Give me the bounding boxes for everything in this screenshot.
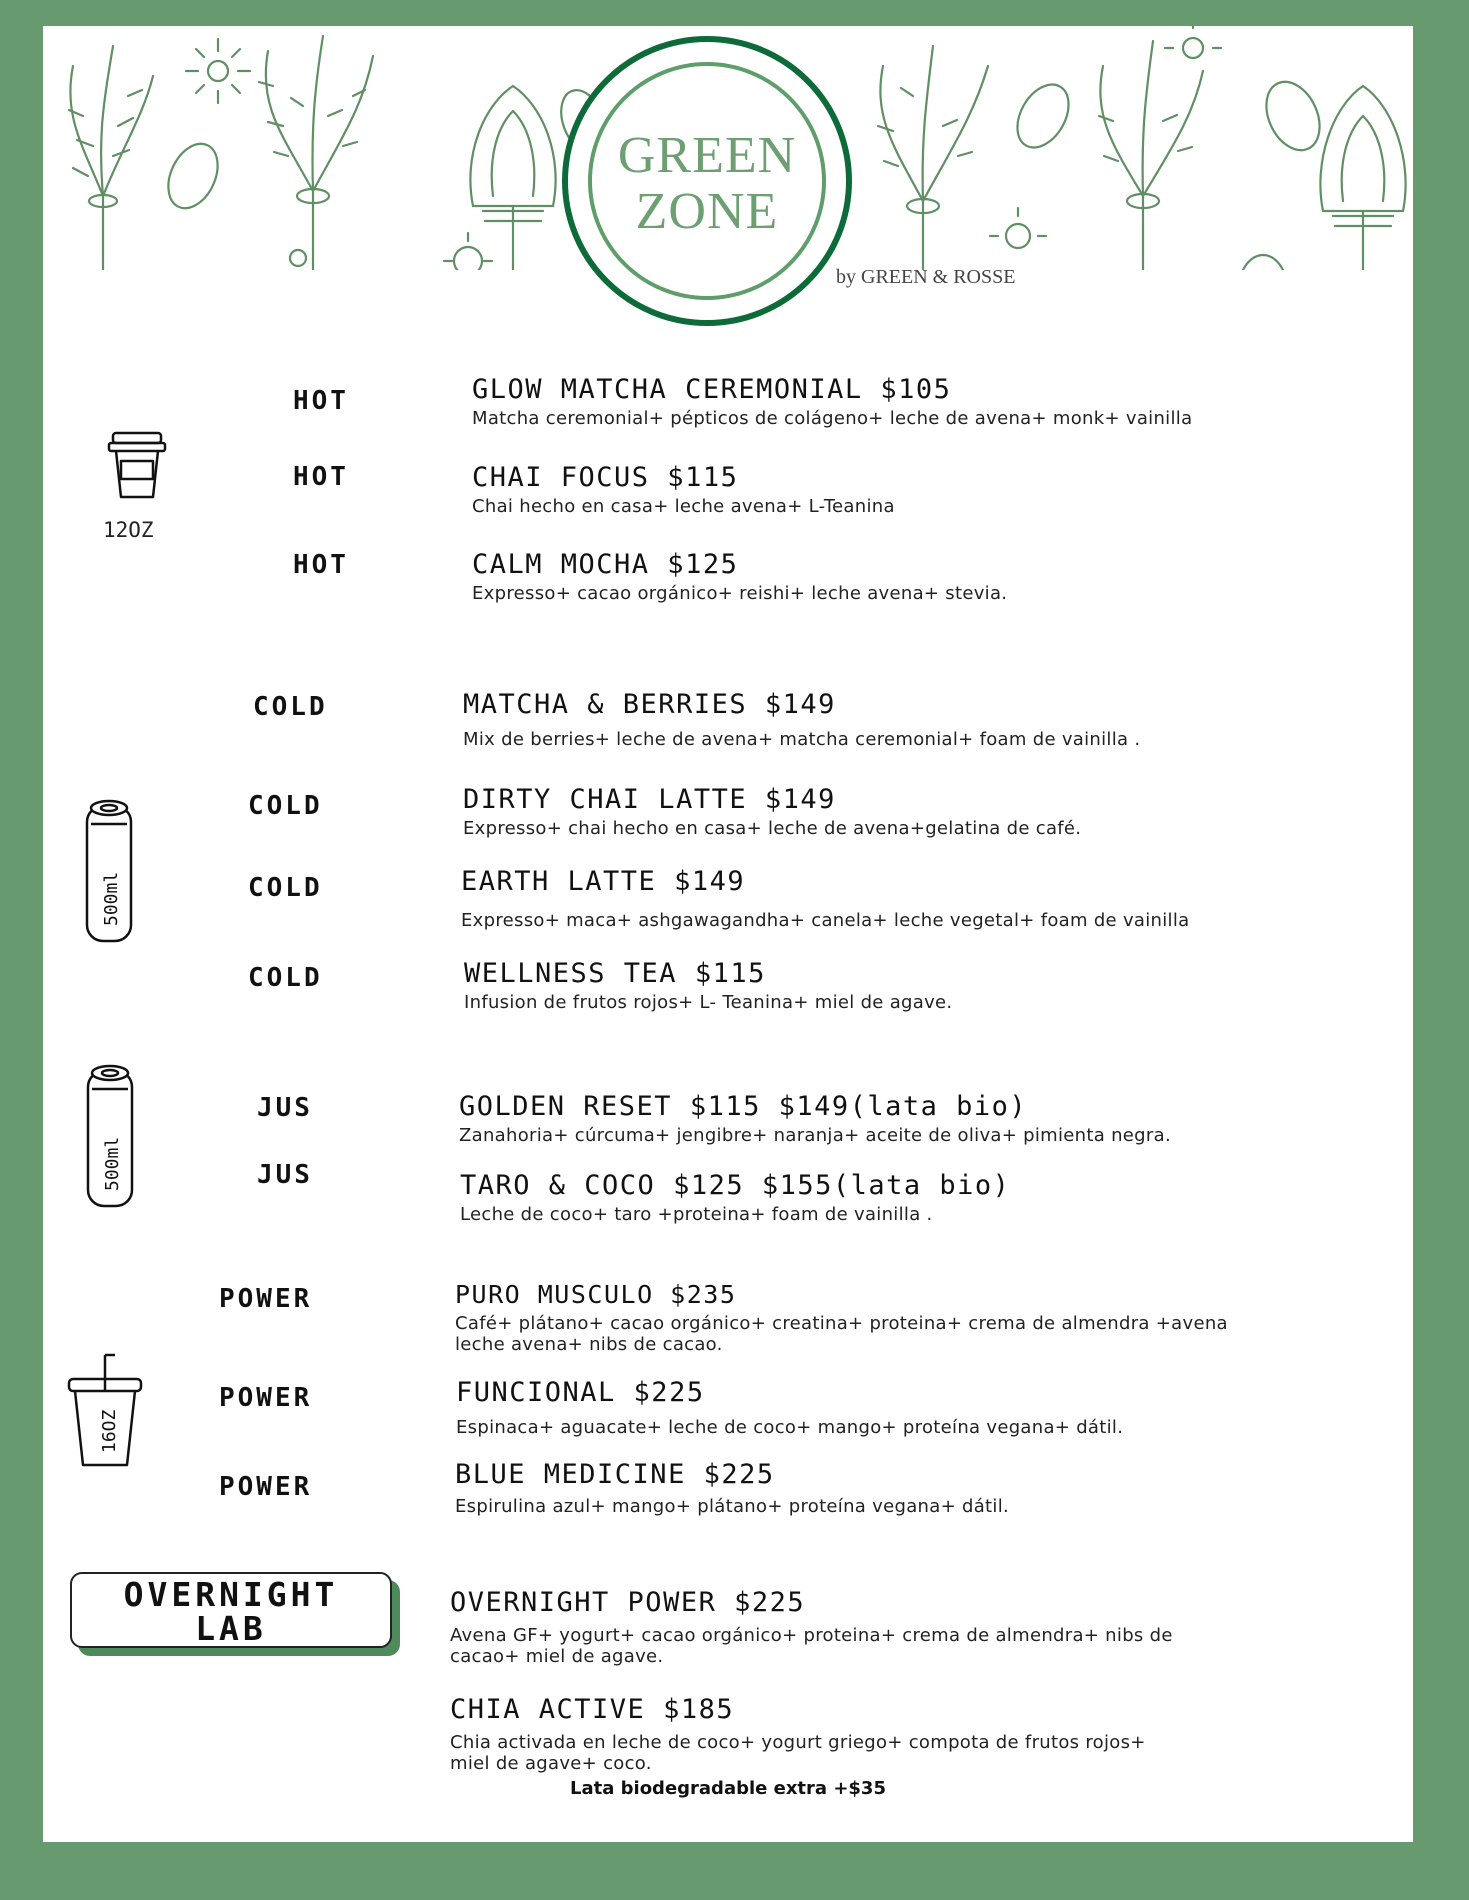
badge-title-line2: LAB bbox=[195, 1609, 267, 1648]
item-desc: Expresso+ maca+ ashgawagandha+ canela+ leche vegetal+ foam de vainilla bbox=[461, 910, 1190, 931]
item-desc: Matcha ceremonial+ pépticos de colágeno+ leche de avena+ monk+ vainilla bbox=[472, 408, 1193, 429]
item-name: CHAI FOCUS $115 bbox=[472, 462, 739, 493]
menu-item bbox=[450, 1587, 1173, 1667]
item-name: FUNCIONAL $225 bbox=[456, 1377, 705, 1408]
badge-title-line1: OVERNIGHT bbox=[123, 1575, 339, 1614]
item-desc: Expresso+ cacao orgánico+ reishi+ leche avena+ stevia. bbox=[472, 583, 1008, 604]
tag-cold: COLD bbox=[248, 873, 323, 903]
item-desc-cont: cacao+ miel de agave. bbox=[450, 1646, 664, 1667]
badge-title bbox=[70, 1572, 392, 1648]
logo-text bbox=[568, 128, 846, 240]
tag-hot: HOT bbox=[293, 550, 349, 580]
item-desc-cont: leche avena+ nibs de cacao. bbox=[455, 1334, 723, 1355]
item-name: TARO & COCO $125 $155(lata bio) bbox=[460, 1170, 1011, 1201]
menu-item bbox=[472, 549, 1007, 605]
item-name: GLOW MATCHA CEREMONIAL $105 bbox=[472, 374, 952, 405]
menu-item bbox=[464, 958, 952, 1014]
item-name: EARTH LATTE $149 bbox=[461, 866, 746, 897]
menu-item bbox=[463, 784, 1081, 840]
item-name: MATCHA & BERRIES $149 bbox=[463, 689, 836, 720]
item-desc: Infusion de frutos rojos+ L- Teanina+ miel de agave. bbox=[464, 992, 953, 1013]
logo-line-zone: ZONE bbox=[635, 183, 779, 240]
item-desc: Chia activada en leche de coco+ yogurt griego+ compota de frutos rojos+ bbox=[450, 1732, 1146, 1753]
menu-item bbox=[472, 462, 895, 518]
item-name: PURO MUSCULO $235 bbox=[455, 1280, 737, 1309]
overnight-lab-badge bbox=[70, 1572, 395, 1652]
tag-hot: HOT bbox=[293, 386, 349, 416]
item-desc: Café+ plátano+ cacao orgánico+ creatina+ proteina+ crema de almendra +avena bbox=[455, 1313, 1228, 1334]
size-label-500ml: 500ml bbox=[101, 871, 122, 926]
item-name: CALM MOCHA $125 bbox=[472, 549, 739, 580]
menu-item bbox=[455, 1279, 1228, 1355]
menu-item bbox=[455, 1459, 1009, 1518]
item-desc: Expresso+ chai hecho en casa+ leche de avena+gelatina de café. bbox=[463, 818, 1082, 839]
tag-cold: COLD bbox=[248, 791, 323, 821]
item-name: GOLDEN RESET $115 $149(lata bio) bbox=[459, 1091, 1028, 1122]
item-desc: Chai hecho en casa+ leche avena+ L-Teanina bbox=[472, 496, 895, 517]
size-label-16oz: 16OZ bbox=[99, 1409, 120, 1453]
item-desc: Espinaca+ aguacate+ leche de coco+ mango+ proteína vegana+ dátil. bbox=[456, 1417, 1124, 1438]
tag-power: POWER bbox=[219, 1383, 313, 1413]
tag-hot: HOT bbox=[293, 462, 349, 492]
size-label-500ml: 500ml bbox=[102, 1136, 123, 1191]
menu-item bbox=[450, 1694, 1146, 1774]
logo-line-green: GREEN bbox=[617, 127, 797, 184]
menu-item bbox=[472, 374, 1192, 430]
item-desc: Espirulina azul+ mango+ plátano+ proteína vegana+ dátil. bbox=[455, 1496, 1010, 1517]
footer-note: Lata biodegradable extra +$35 bbox=[570, 1778, 886, 1799]
item-name: DIRTY CHAI LATTE $149 bbox=[463, 784, 836, 815]
item-name: OVERNIGHT POWER $225 bbox=[450, 1587, 806, 1618]
item-name: BLUE MEDICINE $225 bbox=[455, 1459, 775, 1490]
tag-cold: COLD bbox=[253, 692, 328, 722]
size-label-12oz: 12OZ bbox=[103, 518, 154, 542]
brand-logo bbox=[562, 36, 852, 326]
can-icon bbox=[80, 1061, 140, 1211]
item-desc-cont: miel de agave+ coco. bbox=[450, 1753, 652, 1774]
menu-item bbox=[459, 1091, 1171, 1147]
smoothie-cup-icon bbox=[65, 1351, 145, 1469]
tag-jus: JUS bbox=[257, 1093, 313, 1123]
tag-jus: JUS bbox=[257, 1160, 313, 1190]
item-desc: Avena GF+ yogurt+ cacao orgánico+ proteina+ crema de almendra+ nibs de bbox=[450, 1625, 1173, 1646]
can-icon bbox=[79, 796, 139, 946]
menu-item bbox=[463, 689, 1140, 751]
tag-power: POWER bbox=[219, 1472, 313, 1502]
item-desc: Mix de berries+ leche de avena+ matcha ceremonial+ foam de vainilla . bbox=[463, 729, 1141, 750]
tag-power: POWER bbox=[219, 1284, 313, 1314]
item-desc: Zanahoria+ cúrcuma+ jengibre+ naranja+ aceite de oliva+ pimienta negra. bbox=[459, 1125, 1171, 1146]
menu-item bbox=[456, 1377, 1123, 1439]
tag-cold: COLD bbox=[248, 963, 323, 993]
item-desc: Leche de coco+ taro +proteina+ foam de vainilla . bbox=[460, 1204, 933, 1225]
menu-item bbox=[460, 1170, 1010, 1226]
item-name: CHIA ACTIVE $185 bbox=[450, 1694, 735, 1725]
item-name: WELLNESS TEA $115 bbox=[464, 958, 766, 989]
brand-byline: by GREEN & ROSSE bbox=[836, 266, 1016, 288]
menu-sheet bbox=[43, 26, 1413, 1842]
coffee-cup-icon bbox=[107, 429, 167, 501]
menu-item bbox=[461, 866, 1189, 932]
